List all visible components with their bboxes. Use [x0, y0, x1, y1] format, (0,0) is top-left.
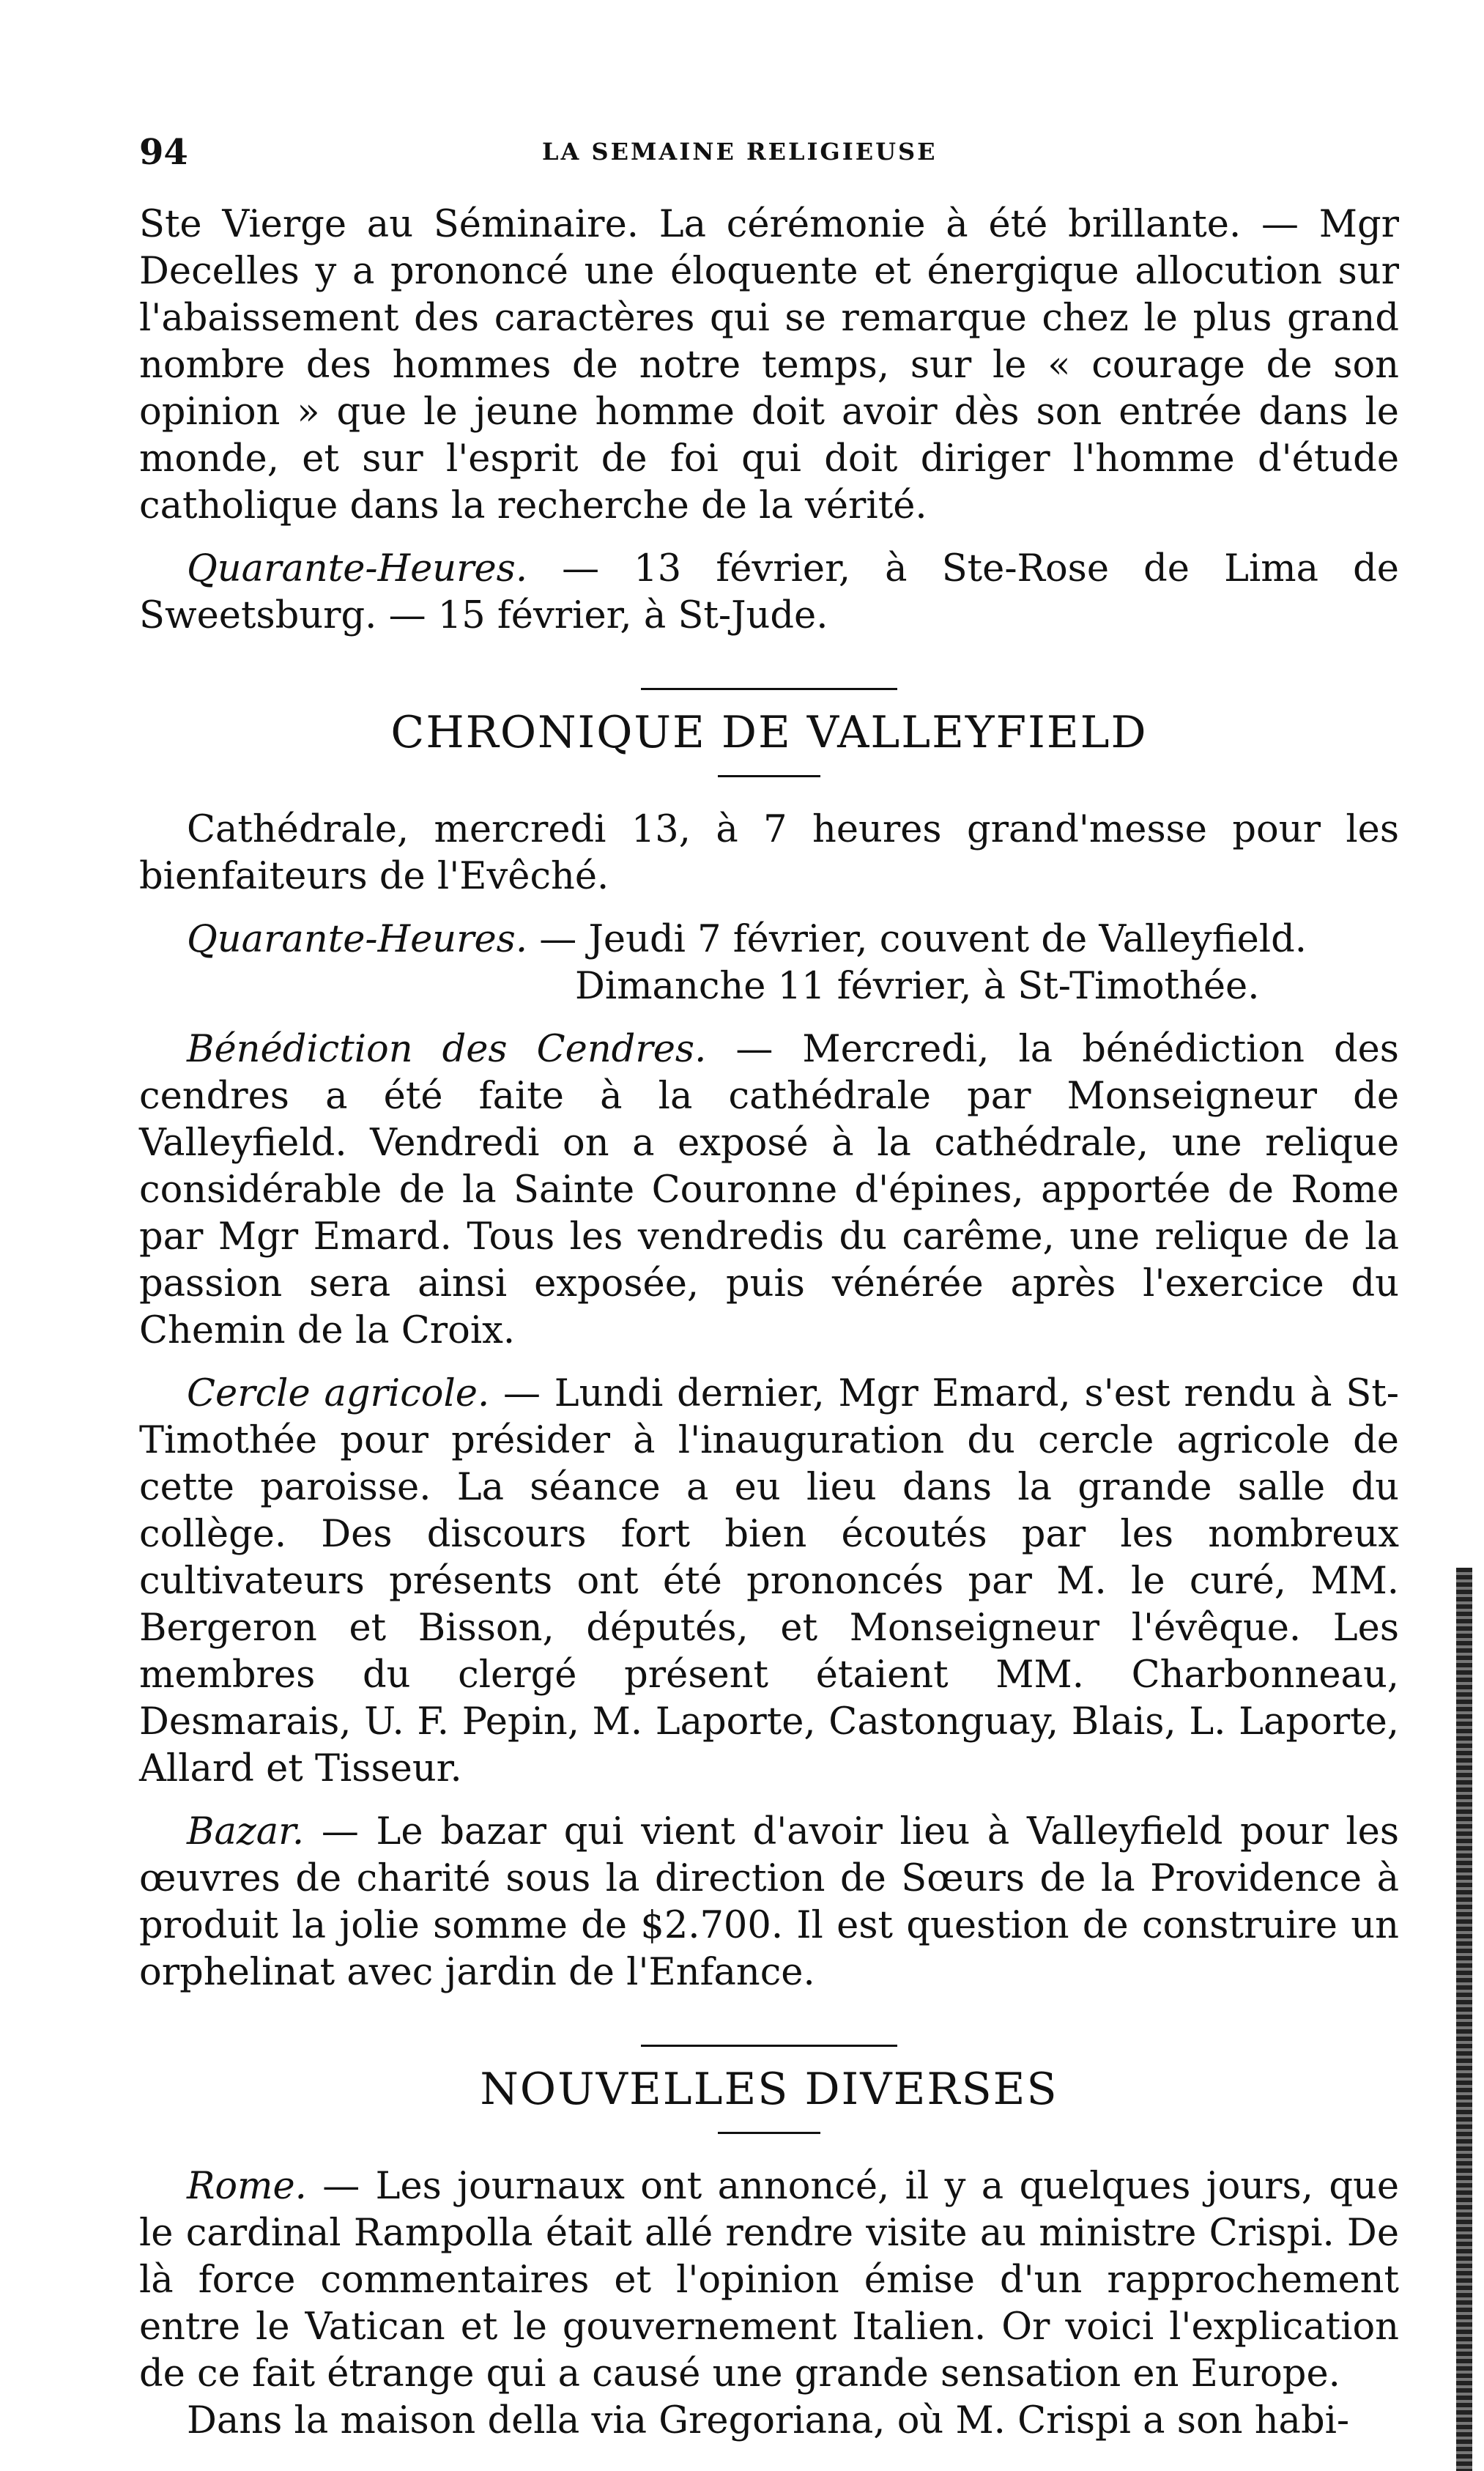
last-line: Dans la maison della via Gregoriana, où M. Crispi a son habi- [187, 2399, 1350, 2442]
cercle-agricole-text: — Lundi dernier, Mgr Emard, s'est rendu à St-Timothée pour présider à l'inauguration du cercle agricole de cette paroisse. La séance a eu lieu dans la grande salle du collège. Des discours fort bien écoutés par les nombreux cultivateurs présents ont été prononcés par M. le curé, MM. Bergeron et Bisson, députés, et Monseigneur l'évêque. Les membres du clergé présent étaient MM. Charbonneau, Desmarais, U. F. Pepin, M. Laporte, Castonguay, Blais, L. Laporte, Allard et Tisseur. [139, 1372, 1399, 1790]
intro-paragraph: Ste Vierge au Séminaire. La cérémonie à été brillante. — Mgr Decelles y a prononcé une éloquente et énergique allocution sur l'abaissement des caractères qui se remarque chez le plus grand nombre des hommes de notre temps, sur le « courage de son opinion » que le jeune homme doit avoir dès son entrée dans le monde, et sur l'esprit de foi qui doit diriger l'homme d'étude catholique dans la recherche de la vérité. [139, 203, 1399, 527]
rome-label: Rome. [187, 2165, 307, 2208]
title-underline [718, 2132, 820, 2134]
bazar-text: — Le bazar qui vient d'avoir lieu à Valleyfield pour les œuvres de charité sous la direction de Sœurs de la Providence à produit la jolie somme de $2.700. Il est question de construire un orphelinat avec jardin de l'Enfance. [139, 1810, 1399, 1994]
quarante-heures-line-1: — Jeudi 7 février, couvent de Valleyfield. [527, 918, 1307, 961]
cathedrale-paragraph: Cathédrale, mercredi 13, à 7 heures grand'messe pour les bienfaiteurs de l'Evêché. [139, 808, 1399, 898]
running-title: LA SEMAINE RELIGIEUSE [542, 138, 938, 166]
intro-quarante-heures [139, 546, 1399, 640]
page-body [139, 201, 1399, 2445]
quarante-heures-text: — 13 février, à Ste-Rose de Lima de Sweetsburg. — 15 février, à St-Jude. [139, 547, 1399, 637]
benediction-text: — Mercredi, la bénédiction des cendres a été faite à la cathédrale par Monseigneur de Valleyfield. Vendredi on a exposé à la cathédrale, une relique considérable de la Sainte Couronne d'épines, apportée de Rome par Mgr Emard. Tous les vendredis du carême, une relique de la passion sera ainsi exposée, puis vénérée après l'exercice du Chemin de la Croix. [139, 1028, 1399, 1352]
quarante-heures-line-2: Dimanche 11 février, à St-Timothée. [575, 965, 1260, 1008]
page-header [139, 132, 1399, 176]
cercle-agricole-label: Cercle agricole. [187, 1372, 490, 1415]
benediction-paragraph [139, 1026, 1399, 1355]
bazar-paragraph [139, 1809, 1399, 1996]
rome-text: — Les journaux ont annoncé, il y a quelques jours, que le cardinal Rampolla était allé rendre visite au ministre Crispi. De là force commentaires et l'opinion émise d'un rapprochement entre le Vatican et le gouvernement Italien. Or voici l'explication de ce fait étrange qui a causé une grande sensation en Europe. [139, 2165, 1399, 2396]
page-number: 94 [139, 132, 188, 173]
section-divider [641, 688, 897, 690]
title-underline [718, 775, 820, 777]
cercle-agricole-paragraph [139, 1371, 1399, 1793]
binding-edge [1456, 1568, 1472, 2471]
section-title-nouvelles: NOUVELLES DIVERSES [480, 2064, 1058, 2115]
rome-paragraph [139, 2163, 1399, 2398]
valleyfield-quarante-heures [139, 916, 1399, 1010]
section-divider [641, 2045, 897, 2047]
benediction-label: Bénédiction des Cendres. [187, 1028, 707, 1071]
bazar-label: Bazar. [187, 1810, 305, 1853]
section-title-valleyfield: CHRONIQUE DE VALLEYFIELD [390, 707, 1148, 758]
quarante-heures-label: Quarante-Heures. [187, 547, 528, 590]
quarante-heures-label: Quarante-Heures. [187, 918, 528, 961]
